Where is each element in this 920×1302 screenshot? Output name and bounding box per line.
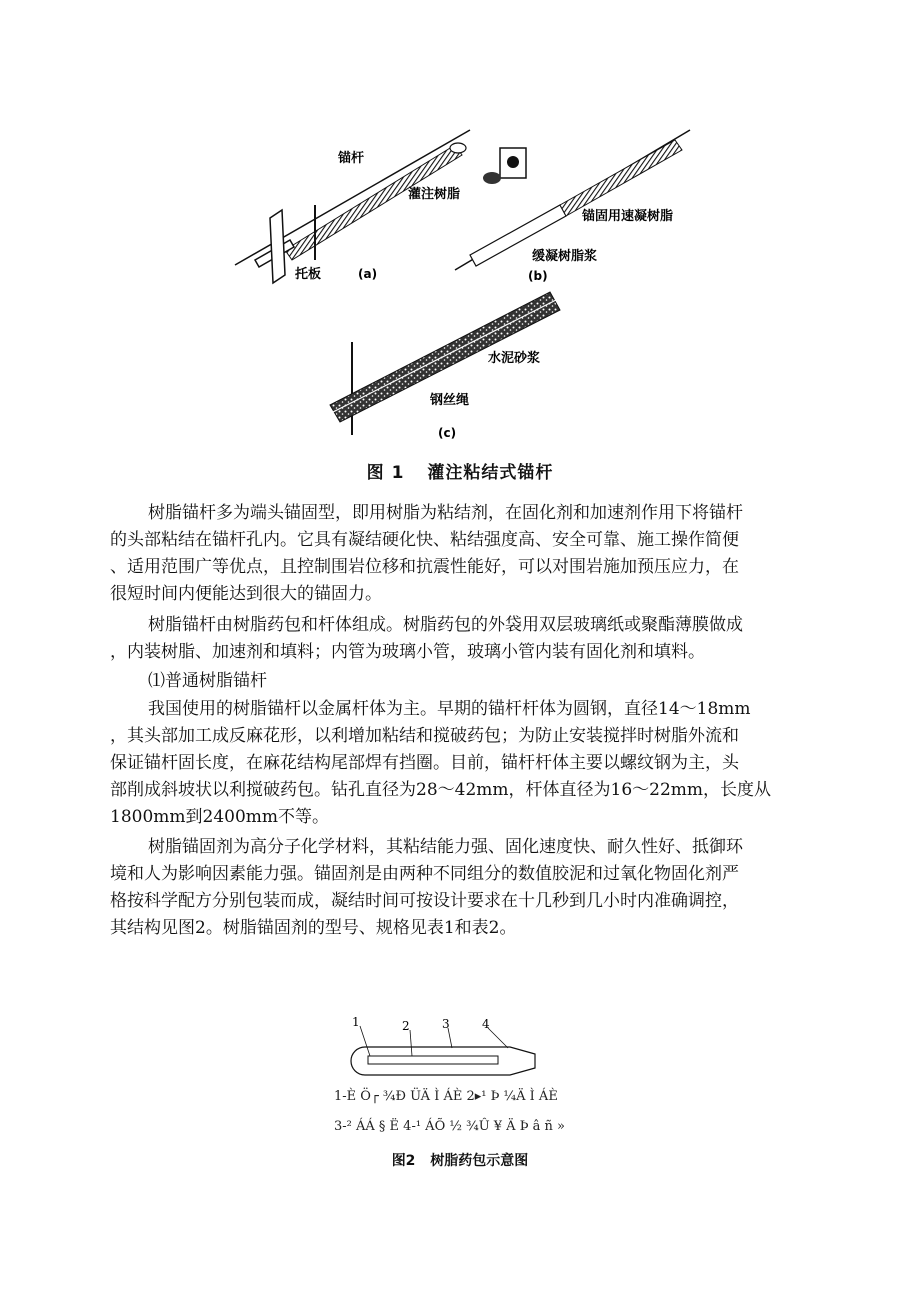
figure-2-legend: [334, 1082, 565, 1142]
label-figure-1c: (c): [438, 426, 457, 440]
paragraph-line: 的头部粘结在锚杆孔内。它具有凝结硬化快、粘结强度高、安全可靠、施工操作简便: [110, 530, 739, 550]
paragraph-line: 其结构见图2。树脂锚固剂的型号、规格见表1和表2。: [110, 918, 517, 938]
label-grouted-resin: 灌注树脂: [408, 187, 461, 202]
paragraph-line: 树脂锚杆多为端头锚固型，即用树脂为粘结剂，在固化剂和加速剂作用下将锚杆: [148, 503, 743, 523]
paragraph-line: 境和人为影响因素能力强。锚固剂是由两种不同组分的数值胶泥和过氧化物固化剂严: [110, 864, 739, 884]
figure-1-illustration: [230, 110, 710, 455]
paragraph-line: 部削成斜坡状以利搅破药包。钻孔直径为28～42mm，杆体直径为16～22mm，长度从: [110, 780, 772, 800]
label-figure-1a: (a): [358, 267, 378, 281]
figure-1-number: 图 1: [366, 463, 405, 483]
paragraph-line: 格按科学配方分别包装而成，凝结时间可按设计要求在十几秒到几小时内准确调控，: [110, 891, 739, 911]
figure-2-number: 图2: [391, 1153, 416, 1169]
paragraph-line: ，内装树脂、加速剂和填料；内管为玻璃小管，玻璃小管内装有固化剂和填料。: [110, 642, 705, 662]
label-tray-plate: 托板: [295, 267, 322, 282]
paragraph-line: 我国使用的树脂锚杆以金属杆体为主。早期的锚杆杆体为圆钢，直径14～18mm: [148, 699, 751, 719]
legend-line: 1-È Ö┌ ¾Ð ÜÄ Ì ÁÈ 2▸¹ Þ ¼Ä Ì ÁÈ: [334, 1089, 558, 1104]
figure-2-resin-capsule-diagram: [340, 1012, 550, 1082]
callout-3: 3: [442, 1017, 450, 1031]
figure-2-caption: [0, 1150, 920, 1170]
paragraph-2: [110, 612, 810, 666]
paragraph-line: 树脂锚固剂为高分子化学材料，其粘结能力强、固化速度快、耐久性好、抵御环: [148, 837, 743, 857]
capsule-inner-tube: [368, 1056, 498, 1064]
paragraph-line: 树脂锚杆由树脂药包和杆体组成。树脂药包的外袋用双层玻璃纸或聚酯薄膜做成: [148, 615, 743, 635]
label-bolt: 锚杆: [338, 151, 365, 166]
callout-1: 1: [352, 1015, 360, 1029]
section-heading-ordinary-resin-bolt: [110, 668, 810, 695]
figure-1-title: 灌注粘结式锚杆: [427, 463, 554, 483]
label-figure-1b: (b): [528, 269, 548, 283]
paragraph-line: ，其头部加工成反麻花形，以利增加粘结和搅破药包；为防止安装搅拌时树脂外流和: [110, 726, 739, 746]
label-wire-rope: 钢丝绳: [430, 393, 470, 408]
legend-line: 3-² ÁÁ § Ë 4-¹ ÁÕ ½ ¾Û ¥ Ä Þ â ñ »: [334, 1119, 565, 1134]
label-fast-setting-resin: 锚固用速凝树脂: [582, 209, 674, 224]
paragraph-line: 保证锚杆固长度，在麻花结构尾部焊有挡圈。目前，锚杆杆体主要以螺纹钢为主，头: [110, 753, 739, 773]
paragraph-4: [110, 696, 810, 831]
figure-2-title: 树脂药包示意图: [430, 1153, 529, 1169]
callout-4: 4: [482, 1017, 490, 1031]
figure-1-caption: [0, 458, 920, 483]
paragraph-line: ⑴普通树脂锚杆: [148, 671, 267, 691]
paragraph-1: [110, 500, 810, 608]
paragraph-line: 、适用范围广等优点，且控制围岩位移和抗震性能好，可以对围岩施加预压应力，在: [110, 557, 739, 577]
paragraph-line: 1800mm到2400mm不等。: [110, 807, 330, 827]
label-cement-mortar: 水泥砂浆: [488, 351, 541, 366]
label-slow-setting-resin: 缓凝树脂浆: [532, 249, 598, 264]
paragraph-line: 很短时间内便能达到很大的锚固力。: [110, 584, 382, 604]
paragraph-5: [110, 834, 810, 942]
callout-2: 2: [402, 1019, 410, 1033]
